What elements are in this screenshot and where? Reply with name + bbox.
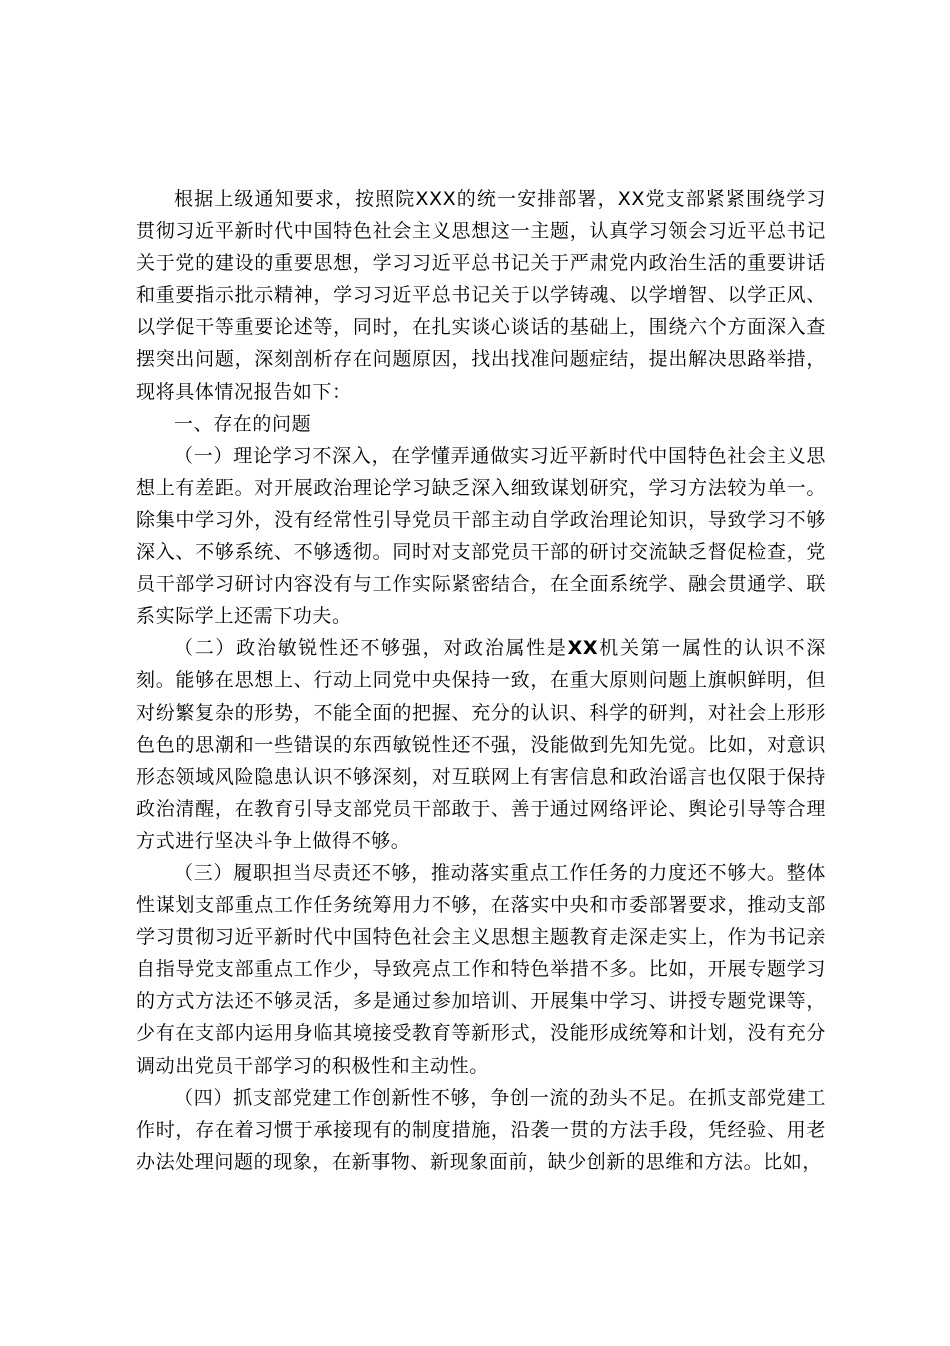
intro-paragraph: 根据上级通知要求，按照院XXX的统一安排部署，XX党支部紧紧围绕学习贯彻习近平新时代中国特色社会主义思想这一主题，认真学习领会习近平总书记关于党的建设的重要思想，学习习近平总书记关于严肃党内政治生活的重要讲话和重要指示批示精神，学习习近平总书记关于以学铸魂、以学增智、以学正风、以学促干等重要论述等，同时，在扎实谈心谈话的基础上，围绕六个方面深入查摆突出问题，深刻剖析存在问题原因，找出找准问题症结，提出解决思路举措，现将具体情况报告如下： <box>136 188 826 403</box>
document-body <box>136 183 826 1178</box>
problem-item-2-text-before: （二）政治敏锐性还不够强，对政治属性是 <box>174 637 568 660</box>
problem-item-2-text-after: 机关第一属性的认识不深刻。能够在思想上、行动上同党中央保持一致，在重大原则问题上旗帜鲜明，但对纷繁复杂的形势，不能全面的把握、充分的认识、科学的研判，对社会上形形色色的思潮和一些错误的东西敏锐性还不强，没能做到先知先觉。比如，对意识形态领域风险隐患认识不够深刻，对互联网上有害信息和政治谣言也仅限于保持政治清醒，在教育引导支部党员干部敢于、善于通过网络评论、舆论引导等合理方式进行坚决斗争上做得不够。 <box>136 637 826 852</box>
section-heading-problems: 一、存在的问题 <box>174 412 312 435</box>
problem-item-4: （四）抓支部党建工作创新性不够，争创一流的劲头不足。在抓支部党建工作时，存在着习惯于承接现有的制度措施，沿袭一贯的方法手段，凭经验、用老办法处理问题的现象，在新事物、新现象面前，缺少创新的思维和方法。比如， <box>136 1086 826 1173</box>
problem-item-3: （三）履职担当尽责还不够，推动落实重点工作任务的力度还不够大。整体性谋划支部重点工作任务统筹用力不够，在落实中央和市委部署要求，推动支部学习贯彻习近平新时代中国特色社会主义思想主题教育走深走实上，作为书记亲自指导党支部重点工作少，导致亮点工作和特色举措不多。比如，开展专题学习的方式方法还不够灵活，多是通过参加培训、开展集中学习、讲授专题党课等，少有在支部内运用身临其境接受教育等新形式，没能形成统筹和计划，没有充分调动出党员干部学习的积极性和主动性。 <box>136 861 826 1077</box>
problem-item-1: （一）理论学习不深入，在学懂弄通做实习近平新时代中国特色社会主义思想上有差距。对开展政治理论学习缺乏深入细致谋划研究，学习方法较为单一。除集中学习外，没有经常性引导党员干部主动自学政治理论知识，导致学习不够深入、不够系统、不够透彻。同时对支部党员干部的研讨交流缺乏督促检查，党员干部学习研讨内容没有与工作实际紧密结合，在全面系统学、融会贯通学、联系实际学上还需下功夫。 <box>136 444 826 628</box>
problem-item-2 <box>136 632 826 857</box>
problem-item-2-bold-text: XX <box>567 637 599 660</box>
